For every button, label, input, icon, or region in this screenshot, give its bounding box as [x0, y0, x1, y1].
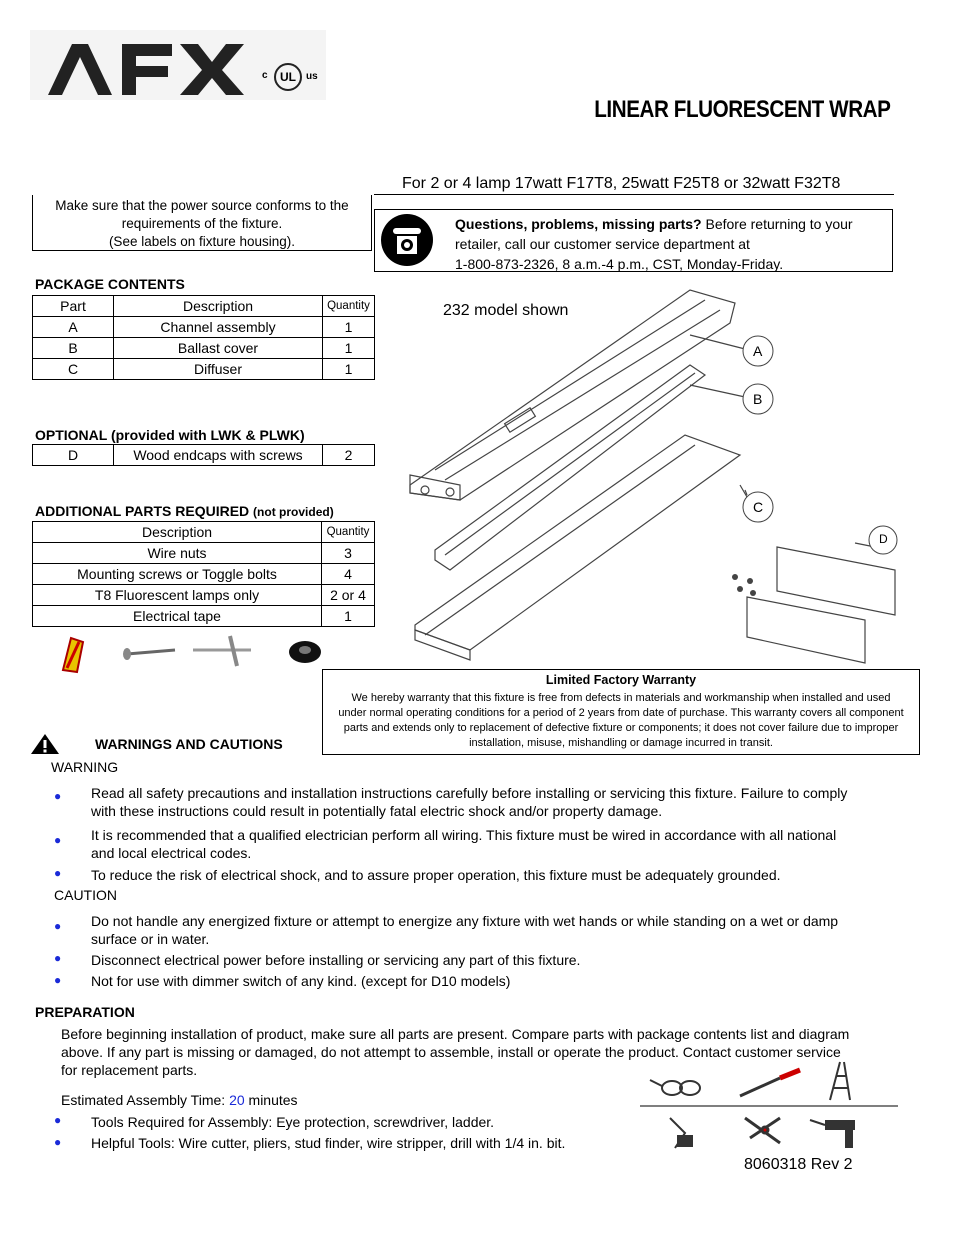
item-line: and local electrical codes.	[91, 845, 252, 861]
list-item	[91, 972, 891, 990]
col-description: Description	[114, 296, 323, 317]
helpful-tools: Helpful Tools: Wire cutter, pliers, stud finder, wire stripper, drill with 1/4 in. bit.	[91, 1135, 566, 1151]
table-row	[33, 317, 375, 338]
cell: 2 or 4	[322, 585, 375, 606]
label-c: C	[753, 499, 764, 515]
warranty-line: installation, misuse, mishandling or damage incurred in transit.	[469, 737, 773, 749]
package-contents-heading: PACKAGE CONTENTS	[35, 276, 185, 292]
cell: B	[33, 338, 114, 359]
cell: Mounting screws or Toggle bolts	[33, 564, 322, 585]
additional-heading-note: (not provided)	[253, 505, 334, 519]
item-line: To reduce the risk of electrical shock, and to assure proper operation, this fixture must be adequately grounded.	[91, 867, 781, 883]
warranty-line: under normal operating conditions for a period of 2 years from date of purchase. This warranty covers all component	[338, 707, 904, 719]
phone-hours: 1-800-873-2326, 8 a.m.-4 p.m., CST, Monday-Friday.	[455, 256, 784, 272]
phone-icon	[381, 214, 433, 266]
warnings-heading: WARNINGS AND CAUTIONS	[95, 736, 283, 752]
cell: 2	[323, 445, 375, 466]
wire-cutter-icon	[670, 1118, 692, 1148]
warning-label: WARNING	[51, 759, 119, 775]
item-line: with these instructions could result in potentially fatal electric shock and/or property damage.	[91, 803, 663, 819]
cell: 1	[323, 338, 375, 359]
bullet-icon: ●	[54, 951, 62, 965]
item-line: Not for use with dimmer switch of any kind. (except for D10 models)	[91, 973, 511, 989]
cell: 1	[323, 317, 375, 338]
pliers-icon	[745, 1118, 780, 1143]
col-description: Description	[33, 522, 322, 543]
document-number: 8060318 Rev 2	[744, 1156, 853, 1173]
power-note-line: requirements of the fixture.	[121, 216, 283, 231]
additional-heading-text: ADDITIONAL PARTS REQUIRED	[35, 503, 250, 519]
table-row	[33, 606, 375, 627]
questions-line: Before returning to your	[701, 216, 853, 232]
parts-illustration	[55, 630, 335, 676]
warranty-line: We hereby warranty that this fixture is free from defects in materials and workmanship when installed and used	[351, 692, 891, 704]
cell: T8 Fluorescent lamps only	[33, 585, 322, 606]
item-line: Read all safety precautions and installation instructions carefully before installing or servicing this fixture. Failure to comply	[91, 785, 848, 801]
optional-heading: OPTIONAL (provided with LWK & PLWK)	[35, 427, 305, 443]
safety-glasses-icon	[650, 1080, 700, 1095]
logo-area	[30, 30, 326, 100]
cell: Wood endcaps with screws	[114, 445, 323, 466]
cert-us: us	[306, 71, 318, 82]
caution-label: CAUTION	[54, 887, 117, 903]
item-line: Disconnect electrical power before installing or servicing any part of this fixture.	[91, 952, 581, 968]
item-line: surface or in water.	[91, 931, 210, 947]
list-item	[91, 784, 891, 820]
ul-mark: UL	[274, 63, 302, 91]
warranty-body	[323, 691, 919, 751]
bullet-icon: ●	[54, 973, 62, 987]
power-note	[32, 195, 372, 251]
table-row	[33, 359, 375, 380]
questions-line: retailer, call our customer service department at	[455, 236, 750, 252]
prep-line: above. If any part is missing or damaged, do not attempt to assemble, install or operate the product. Contact customer service	[61, 1044, 841, 1060]
cell: A	[33, 317, 114, 338]
fixture-diagram	[405, 285, 905, 670]
optional-table	[32, 444, 375, 466]
cell: Ballast cover	[114, 338, 323, 359]
time-unit: minutes	[244, 1092, 298, 1108]
package-contents-table	[32, 295, 375, 380]
drill-icon	[810, 1120, 855, 1148]
item-line: Do not handle any energized fixture or attempt to energize any fixture with wet hands or while standing on a wet or damp	[91, 913, 839, 929]
warning-triangle-icon	[30, 733, 60, 755]
table-row	[33, 564, 375, 585]
label-d: D	[879, 532, 888, 546]
bullet-icon: ●	[54, 1135, 62, 1149]
questions-bold: Questions, problems, missing parts?	[455, 216, 702, 232]
table-row	[33, 445, 375, 466]
col-part: Part	[33, 296, 114, 317]
label-b: B	[753, 391, 763, 407]
prep-line: for replacement parts.	[61, 1062, 198, 1078]
additional-table	[32, 521, 375, 627]
table-row	[33, 338, 375, 359]
tools-required: Tools Required for Assembly: Eye protection, screwdriver, ladder.	[91, 1114, 495, 1130]
list-item	[91, 826, 891, 862]
warranty-title: Limited Factory Warranty	[545, 673, 697, 687]
divider	[374, 194, 894, 195]
list-item	[91, 866, 891, 884]
wire-nut-icon	[63, 638, 83, 672]
questions-text	[455, 214, 885, 274]
questions-box	[374, 209, 893, 272]
time-value: 20	[229, 1092, 245, 1108]
diagram-caption: 232 model shown	[443, 302, 569, 319]
bullet-icon: ●	[54, 919, 62, 933]
cell: Electrical tape	[33, 606, 322, 627]
label-a: A	[753, 343, 763, 359]
prep-line: Before beginning installation of product, make sure all parts are present. Compare parts with package contents list and diagram	[61, 1026, 850, 1042]
cell: 3	[322, 543, 375, 564]
warranty-line: parts and extends only to replacement of defective fixture or components; it does not cover failure due to improper	[343, 722, 899, 734]
ladder-icon	[830, 1062, 850, 1100]
cell: 1	[322, 606, 375, 627]
power-note-line: (See labels on fixture housing).	[108, 234, 296, 249]
time-label: Estimated Assembly Time:	[61, 1092, 230, 1108]
table-header	[33, 296, 375, 317]
page-subtitle: For 2 or 4 lamp 17watt F17T8, 25watt F25T8 or 32watt F32T8	[402, 175, 841, 192]
cell: 1	[323, 359, 375, 380]
cell: Diffuser	[114, 359, 323, 380]
table-row	[33, 585, 375, 606]
cell: Wire nuts	[33, 543, 322, 564]
cell: D	[33, 445, 114, 466]
tape-icon	[289, 641, 321, 663]
item-line: It is recommended that a qualified electrician perform all wiring. This fixture must be wired in accordance with all national	[91, 827, 837, 843]
cell: Channel assembly	[114, 317, 323, 338]
bullet-icon: ●	[54, 1113, 62, 1127]
toggle-bolt-icon	[193, 636, 251, 666]
cell: C	[33, 359, 114, 380]
col-quantity: Quantity	[323, 296, 375, 317]
cert-c: c	[262, 70, 268, 81]
power-note-line: Make sure that the power source conforms to the	[55, 198, 349, 213]
assembly-time	[61, 1092, 298, 1108]
additional-heading	[35, 503, 334, 519]
screwdriver-icon	[740, 1070, 800, 1096]
page-title: LINEAR FLUORESCENT WRAP	[593, 96, 890, 123]
table-row	[33, 543, 375, 564]
list-item	[91, 912, 891, 948]
bullet-icon: ●	[54, 789, 62, 803]
bullet-icon: ●	[54, 866, 62, 880]
preparation-heading: PREPARATION	[35, 1004, 135, 1020]
col-quantity: Quantity	[322, 522, 375, 543]
tools-illustration	[640, 1058, 898, 1156]
warranty-box	[322, 669, 920, 755]
bullet-icon: ●	[54, 833, 62, 847]
table-header	[33, 522, 375, 543]
screw-icon	[123, 648, 175, 660]
cell: 4	[322, 564, 375, 585]
list-item	[91, 951, 891, 969]
